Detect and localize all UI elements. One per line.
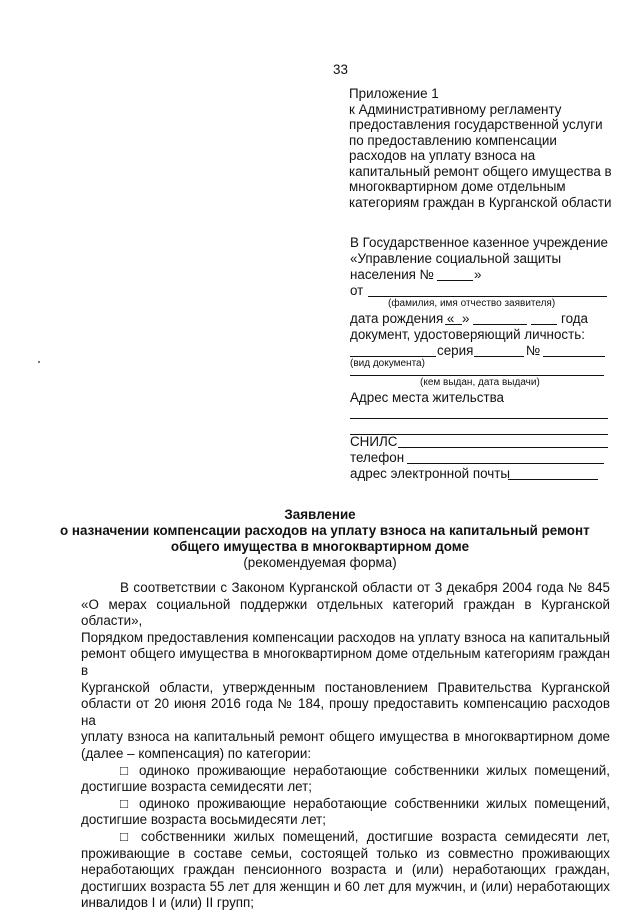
doc-type-field[interactable] <box>350 356 436 357</box>
body-line: (далее – компенсация) по категории: <box>81 745 312 761</box>
category-option-3-cont: неработающих граждан пенсионного возраста и (или) неработающих граждан, <box>81 862 610 878</box>
statement-subtitle-line1: о назначении компенсации расходов на уплату взноса на капитальный ремонт <box>60 523 590 538</box>
scan-speck <box>38 361 40 363</box>
birth-year-field[interactable] <box>531 324 557 325</box>
body-line: уплату взноса на капитальный ремонт общего имущества в многоквартирном доме <box>81 729 610 745</box>
category-option-3-cont: инвалидов I и (или) II групп; <box>81 895 254 911</box>
series-label: серия <box>437 343 474 358</box>
birth-month-field[interactable] <box>473 324 527 325</box>
addressee-line2: «Управление социальной защиты <box>350 251 562 266</box>
fio-field[interactable] <box>368 296 607 297</box>
from-label: от <box>350 283 364 298</box>
category-option-3-cont: проживающие в составе семьи, состоящей только из совместно проживающих <box>81 845 610 861</box>
body-line: «О мерах социальной поддержки отдельных категорий граждан в Курганской области», <box>81 596 610 629</box>
issued-field[interactable] <box>350 375 604 376</box>
address-label: Адрес места жительства <box>350 390 505 405</box>
appendix-line: расходов на уплату взноса на <box>349 148 536 163</box>
statement-title: Заявление <box>284 507 356 522</box>
body-line: области от 20 июня 2016 года № 184, прошу предоставить компенсацию расходов на <box>81 696 610 728</box>
body-line: В соответствии с Законом Курганской области от 3 декабря 2004 года № 845 <box>120 580 610 595</box>
category-option-1-cont: достигшие возраста семидесяти лет; <box>81 779 313 795</box>
category-option-3-cont: достигших возраста 55 лет для женщин и 60 лет для мужчин, и (или) неработающих <box>81 878 610 894</box>
appendix-line: капитальный ремонт общего имущества в <box>349 163 612 179</box>
snils-field[interactable] <box>398 447 608 448</box>
birth-label: дата рождения « <box>350 311 455 326</box>
category-option-2[interactable]: □ одиноко проживающие неработающие собственники жилых помещений, <box>120 795 610 811</box>
addressee-line3-end: » <box>474 267 482 282</box>
addressee-line3: населения № <box>350 267 435 282</box>
phone-field[interactable] <box>407 463 604 464</box>
page-number: 33 <box>333 62 348 77</box>
appendix-header <box>349 86 619 210</box>
issued-hint: (кем выдан, дата выдачи) <box>420 377 540 388</box>
birth-mid: » <box>462 311 470 326</box>
birth-year-label: года <box>561 311 589 326</box>
series-field[interactable] <box>474 356 524 357</box>
phone-label: телефон <box>350 450 405 465</box>
doc-label: документ, удостоверяющий личность: <box>350 327 585 342</box>
appendix-line: категориям граждан в Курганской области <box>349 194 612 210</box>
statement-body <box>81 580 610 912</box>
email-label: адрес электронной почты <box>350 466 510 481</box>
statement-subtitle-line2: общего имущества в многоквартирном доме <box>170 539 470 554</box>
body-line: Порядком предоставления компенсации расходов на уплату взноса на капитальный <box>81 629 610 645</box>
addressee-line1: В Государственное казенное учреждение <box>350 235 608 250</box>
appendix-line: предоставления государственной услуги <box>349 117 603 132</box>
fio-hint: (фамилия, имя отчество заявителя) <box>388 298 556 309</box>
doc-number-field[interactable] <box>543 356 605 357</box>
birth-day-field[interactable] <box>445 324 462 325</box>
category-option-2-cont: достигшие возраста восьмидесяти лет; <box>81 812 326 828</box>
doc-type-hint: (вид документа) <box>350 358 425 369</box>
appendix-line: к Административному регламенту <box>349 101 562 117</box>
appendix-line: Приложение 1 <box>349 86 439 101</box>
appendix-line: многоквартирном доме отдельным <box>349 179 566 194</box>
snils-label: СНИЛС <box>350 434 398 449</box>
number-label: № <box>526 343 541 358</box>
appendix-line: по предоставлению компенсации <box>349 132 557 148</box>
department-number-field[interactable] <box>437 280 473 281</box>
address-field-line1[interactable] <box>350 418 608 419</box>
email-field[interactable] <box>508 479 598 480</box>
body-line: ремонт общего имущества в многоквартирном доме отдельным категориям граждан в <box>81 646 610 678</box>
recommended-form-note: (рекомендуемая форма) <box>243 555 397 570</box>
category-option-1[interactable]: □ одиноко проживающие неработающие собственники жилых помещений, <box>120 762 610 778</box>
category-option-3[interactable]: □ собственники жилых помещений, достигшие возраста семидесяти лет, <box>120 828 610 844</box>
body-line: Курганской области, утвержденным постановлением Правительства Курганской <box>81 679 610 695</box>
